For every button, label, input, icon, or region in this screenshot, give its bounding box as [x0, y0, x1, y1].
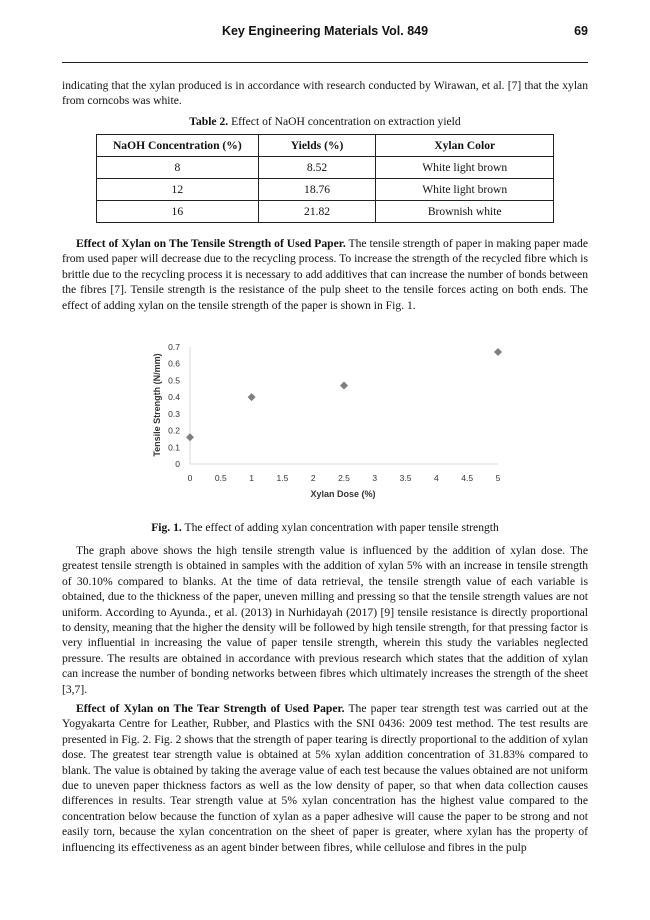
x-tick-label: 4.5: [461, 473, 474, 483]
table-caption-text: Effect of NaOH concentration on extraction yield: [231, 115, 461, 128]
table-cell: 21.82: [258, 201, 376, 223]
table-row: [97, 179, 554, 201]
x-tick-label: 0: [187, 473, 193, 483]
tear-section-text: The paper tear strength test was carried out at the Yogyakarta Centre for Leather, Rubber, and Plastics with the SNI 0436: 2009 test method. The test results are presented in Fig. 2. Fig. 2 shows that the strength of paper tearing is directly proportional to the addition of xylan dose. The greatest tear strength value is obtained at 5% xylan addition concentration of 31.83% compared to blank. The value is obtained by taking the average value of each test because the values obtained are not uniform due to uneven paper thickness factors as well as the low density of paper, so that when data collection causes differences in results. Tear strength value at 5% xylan concentration has the highest value compared to the concentration below because the function of xylan as a paper adhesive will cause the paper to be strong and not easily torn, because the xylan concentration on the sheet of paper is greater, where xylan has the property of influencing its effectiveness as an agent binder between fibres, while cellulose and fibres in the pulp: [62, 702, 588, 854]
table-header-cell: Yields (%): [258, 135, 376, 157]
figure-caption: [62, 521, 588, 534]
x-tick-label: 3: [372, 473, 378, 483]
table-row: [97, 157, 554, 179]
y-tick-label: 0.1: [168, 442, 180, 453]
naoh-table: [96, 134, 554, 223]
table-cell: 16: [97, 201, 259, 223]
table-caption: [62, 115, 588, 128]
table-cell: Brownish white: [376, 201, 554, 223]
table-header-row: [97, 135, 554, 157]
y-tick-label: 0.2: [168, 425, 180, 436]
y-tick-label: 0.4: [168, 392, 180, 403]
x-tick-label: 0.5: [214, 473, 227, 483]
x-tick-label: 5: [495, 473, 501, 483]
tensile-strength-chart: [148, 336, 518, 506]
header-rule: [62, 62, 588, 63]
table-row: [97, 201, 554, 223]
graph-discussion-paragraph: The graph above shows the high tensile strength value is influenced by the addition of xylan dose. The greatest tensile strength is obtained in samples with the addition of xylan 5% with an increase in tensile strength of 30.10% compared to blanks. At the time of data retrieval, the tensile strength value of each variable is obtained, due to the thickness of the paper, uneven milling and pressing so that the tensile strength values are not uniform. According to Ayunda., et al. (2013) in Nurhidayah (2017) [9] tensile resistance is directly proportional to density, meaning that the higher the density will be followed by high tensile strength, for that pressing factor is very influential in increasing the value of paper tensile strength, wherein this study the variables neglected pressure. The results are obtained in accordance with previous research which states that the addition of xylan can increase the number of bonding networks between fibres which ultimately increases the strength of the sheet [3,7].: [62, 544, 588, 696]
tensile-section-heading: Effect of Xylan on The Tensile Strength of Used Paper.: [76, 237, 346, 250]
x-tick-label: 1: [249, 473, 254, 483]
x-tick-label: 1.5: [276, 473, 289, 483]
table-header-cell: Xylan Color: [376, 135, 554, 157]
table-cell: 18.76: [258, 179, 376, 201]
data-point-marker: [186, 433, 194, 441]
y-axis-label: Tensile Strength (N/mm): [152, 353, 162, 457]
x-axis-label: Xylan Dose (%): [310, 489, 376, 499]
y-tick-label: 0.6: [168, 358, 180, 369]
table-cell: White light brown: [376, 179, 554, 201]
tear-section-paragraph: [62, 701, 588, 855]
data-point-marker: [340, 381, 348, 389]
data-point-marker: [248, 393, 256, 401]
figure-caption-text: The effect of adding xylan concentration with paper tensile strength: [184, 521, 499, 534]
y-tick-label: 0.7: [168, 342, 180, 352]
page-number: 69: [574, 24, 588, 38]
table-cell: 12: [97, 179, 259, 201]
table-cell: 8: [97, 157, 259, 179]
y-tick-label: 0.5: [168, 375, 180, 386]
table-cell: 8.52: [258, 157, 376, 179]
y-tick-label: 0: [175, 459, 180, 469]
running-header: [62, 24, 588, 44]
x-tick-label: 3.5: [399, 473, 412, 483]
table-header-cell: NaOH Concentration (%): [97, 135, 259, 157]
table-label: Table 2.: [189, 115, 229, 128]
intro-paragraph: indicating that the xylan produced is in accordance with research conducted by Wirawan, et al. [7] that the xylan from corncobs was white.: [62, 79, 588, 108]
tear-section-heading: Effect of Xylan on The Tear Strength of Used Paper.: [76, 702, 345, 715]
tensile-section-text: The tensile strength of paper in making paper made from used paper will decrease due to the recycling process. To increase the strength of the recycled fibre which is brittle due to the recycling process it is necessary to add additives that can increase the number of bonds between the fibres [7]. Tensile strength is the resistance of the pulp sheet to the tensile forces acting on both ends. The effect of adding xylan on the tensile strength of the paper is shown in Fig. 1.: [62, 237, 588, 312]
figure-label: Fig. 1.: [151, 521, 182, 534]
x-tick-label: 2: [310, 473, 316, 483]
y-tick-label: 0.3: [168, 408, 180, 419]
x-tick-label: 4: [434, 473, 439, 483]
tensile-section-paragraph: [62, 236, 588, 313]
x-tick-label: 2.5: [338, 473, 350, 483]
journal-title: Key Engineering Materials Vol. 849: [221, 24, 429, 38]
table-cell: White light brown: [376, 157, 554, 179]
data-point-marker: [494, 348, 502, 356]
